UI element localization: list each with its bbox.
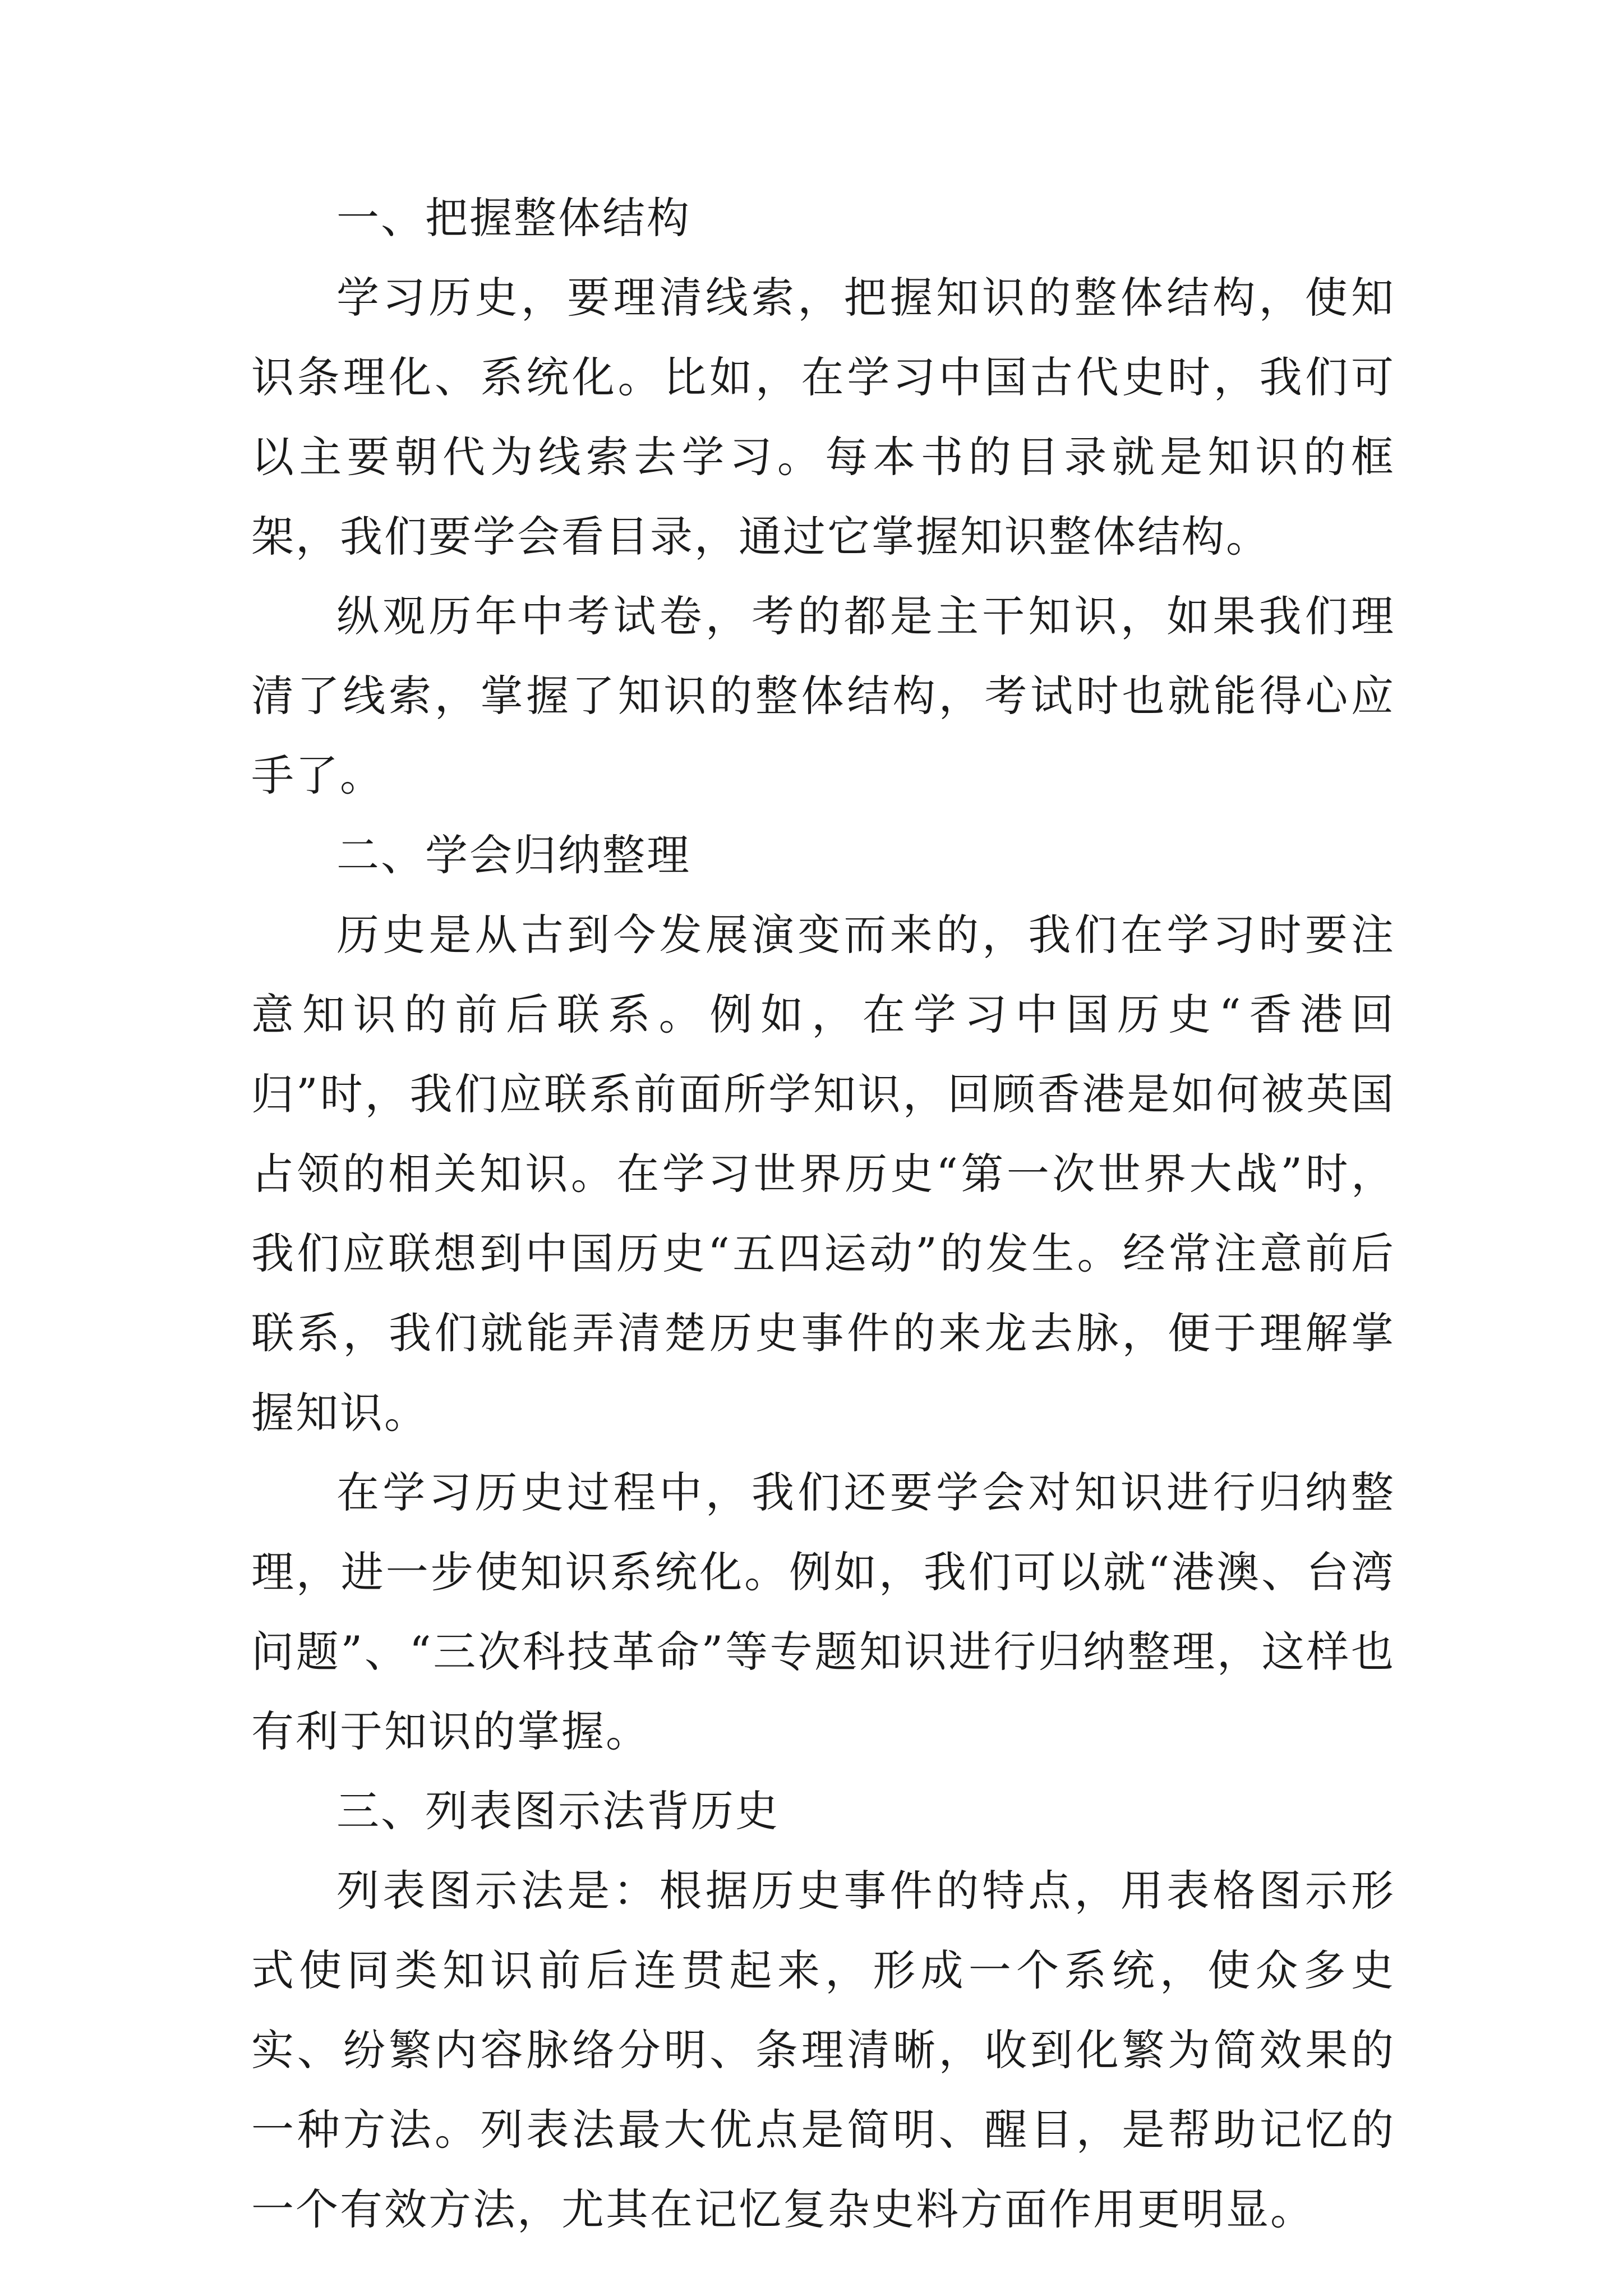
paragraph: 历史是从古到今发展演变而来的，我们在学习时要注意知识的前后联系。例如，在学习中国历史“香港回归”时，我们应联系前面所学知识，回顾香港是如何被英国占领的相关知识。在学习世界历史“第一次世界大战”时，我们应联想到中国历史“五四运动”的发生。经常注意前后联系，我们就能弄清楚历史事件的来龙去脉，便于理解掌握知识。 xyxy=(251,910,1395,1438)
section-heading-1: 一、把握整体结构 xyxy=(336,193,691,243)
paragraph: 纵观历年中考试卷，考的都是主干知识，如果我们理清了线索，掌握了知识的整体结构，考试时也就能得心应手了。 xyxy=(251,591,1395,800)
paragraph: 列表图示法是：根据历史事件的特点，用表格图示形式使同类知识前后连贯起来，形成一个系统，使众多史实、纷繁内容脉络分明、条理清晰，收到化繁为简效果的一种方法。列表法最大优点是简明、醒目，是帮助记忆的一个有效方法，尤其在记忆复杂史料方面作用更明显。 xyxy=(251,1866,1395,2234)
paragraph: 学习历史，要理清线索，把握知识的整体结构，使知识条理化、系统化。比如，在学习中国古代史时，我们可以主要朝代为线索去学习。每本书的目录就是知识的框架，我们要学会看目录，通过它掌握知识整体结构。 xyxy=(251,273,1395,562)
section-heading-3: 三、列表图示法背历史 xyxy=(336,1786,780,1836)
section-heading-2: 二、学会归纳整理 xyxy=(336,830,691,880)
paragraph: 在学习历史过程中，我们还要学会对知识进行归纳整理，进一步使知识系统化。例如，我们可以就“港澳、台湾问题”、“三次科技革命”等专题知识进行归纳整理，这样也有利于知识的掌握。 xyxy=(251,1467,1395,1756)
document-body xyxy=(251,178,1395,2249)
